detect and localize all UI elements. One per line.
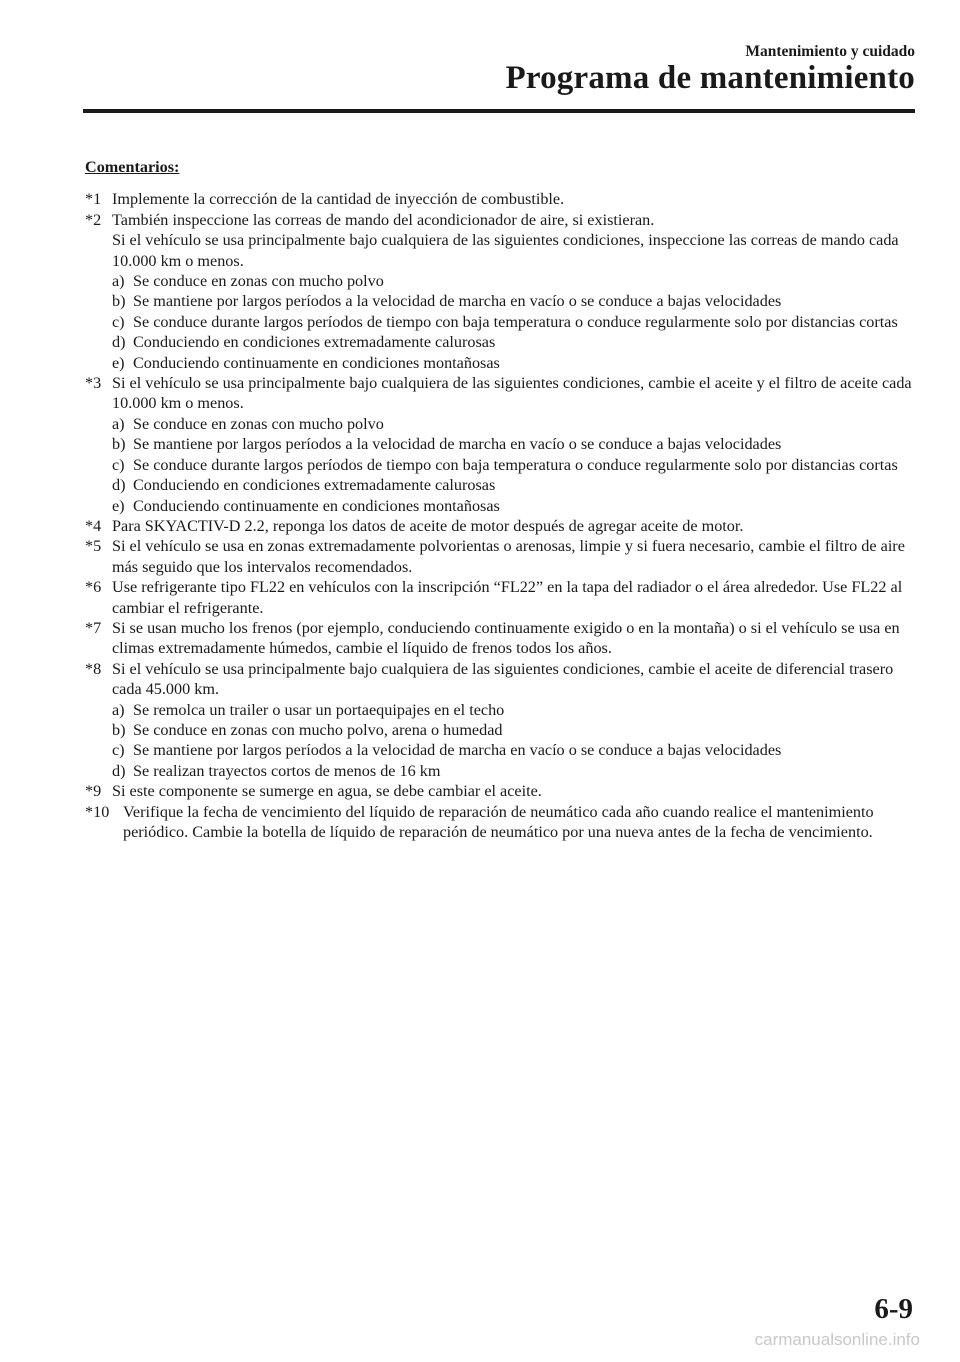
list-item-text: Se mantiene por largos períodos a la velocidad de marcha en vacío o se conduce a bajas velocidades: [133, 292, 782, 311]
list-item-letter: d): [112, 476, 126, 495]
note-number: *1: [85, 190, 102, 209]
watermark: carmanualsonline.info: [754, 1330, 920, 1349]
note-8: [85, 659, 920, 781]
note-number: *2: [85, 210, 102, 229]
list-item-letter: a): [112, 272, 125, 291]
note-text: Si el vehículo se usa principalmente bajo cualquiera de las siguientes condiciones, cambie el aceite y el filtro de aceite cada 10.000 km o menos.: [112, 374, 912, 413]
list-item: [112, 475, 920, 495]
list-item-text: Conduciendo en condiciones extremadamente calurosas: [133, 333, 496, 352]
note-number: *4: [85, 516, 102, 535]
note-3: [85, 373, 920, 516]
comments-heading: Comentarios:: [85, 158, 180, 176]
list-item: [112, 353, 920, 373]
note-text: También inspeccione las correas de mando del acondicionador de aire, si existieran.: [112, 210, 655, 229]
header-rule: [83, 109, 915, 113]
section-label: Mantenimiento y cuidado: [745, 43, 915, 60]
list-item: [112, 720, 920, 740]
list-item-letter: e): [112, 496, 125, 515]
page-title: Programa de mantenimiento: [505, 60, 915, 96]
list-item-text: Conduciendo continuamente en condiciones montañosas: [133, 353, 500, 372]
note-5: [85, 536, 920, 577]
list-item-text: Se conduce en zonas con mucho polvo: [133, 414, 384, 433]
list-item-text: Se conduce en zonas con mucho polvo, arena o humedad: [133, 720, 503, 739]
note-text: Use refrigerante tipo FL22 en vehículos con la inscripción “FL22” en la tapa del radiador o el área alrededor. Use FL22 al cambiar el refrigerante.: [112, 578, 903, 617]
note-2: [85, 210, 920, 373]
note-text: Verifique la fecha de vencimiento del líquido de reparación de neumático cada año cuando realice el mantenimiento periódico. Cambie la botella de líquido de reparación de neumático por una nueva antes de la fecha de vencimiento.: [123, 802, 874, 841]
list-item: [112, 700, 920, 720]
note-number: *7: [85, 618, 102, 637]
list-item-letter: d): [112, 333, 126, 352]
note-text: Si el vehículo se usa principalmente bajo cualquiera de las siguientes condiciones, cambie el aceite de diferencial trasero cada 45.000 km.: [112, 659, 894, 699]
note-number: *5: [85, 537, 102, 556]
note-detail: Si el vehículo se usa principalmente bajo cualquiera de las siguientes condiciones, inspeccione las correas de mando cada 10.000 km o menos.: [112, 231, 899, 270]
note-text: Si este componente se sumerge en agua, se debe cambiar el aceite.: [112, 782, 542, 801]
list-item-letter: a): [112, 414, 125, 433]
list-item-letter: c): [112, 455, 125, 474]
list-item-text: Se conduce durante largos períodos de tiempo con baja temperatura o conduce regularmente solo por distancias cortas: [133, 455, 898, 474]
page-number: 6-9: [874, 1293, 913, 1325]
list-item: [112, 761, 920, 781]
list-item-text: Se conduce en zonas con mucho polvo: [133, 272, 384, 291]
list-item: [112, 740, 920, 760]
note-6: [85, 577, 920, 618]
list-item: [112, 332, 920, 352]
list-item: [112, 414, 920, 434]
list-item: [112, 312, 920, 332]
list-item-text: Se conduce durante largos períodos de tiempo con baja temperatura o conduce regularmente solo por distancias cortas: [133, 312, 898, 331]
note-text: Para SKYACTIV-D 2.2, reponga los datos de aceite de motor después de agregar aceite de motor.: [112, 516, 744, 535]
list-item: [112, 455, 920, 475]
list-item-text: Se remolca un trailer o usar un portaequipajes en el techo: [133, 700, 505, 719]
list-item-letter: d): [112, 761, 126, 780]
note-text: Si se usan mucho los frenos (por ejemplo, conduciendo continuamente exigido o en la montaña) o si el vehículo se usa en climas extremadamente húmedos, cambie el líquido de frenos todos los años.: [112, 618, 900, 658]
list-item: [112, 496, 920, 516]
list-item: [112, 291, 920, 311]
note-1: [85, 189, 920, 209]
list-item-text: Se realizan trayectos cortos de menos de 16 km: [133, 761, 441, 780]
list-item-letter: c): [112, 312, 125, 331]
note-number: *10: [85, 802, 110, 821]
list-item-text: Se mantiene por largos períodos a la velocidad de marcha en vacío o se conduce a bajas velocidades: [133, 435, 782, 454]
list-item-letter: b): [112, 720, 126, 739]
list-item: [112, 271, 920, 291]
list-item-text: Se mantiene por largos períodos a la velocidad de marcha en vacío o se conduce a bajas velocidades: [133, 741, 782, 760]
list-item-letter: a): [112, 700, 125, 719]
note-9: [85, 781, 920, 801]
list-item-text: Conduciendo en condiciones extremadamente calurosas: [133, 476, 496, 495]
list-item-text: Conduciendo continuamente en condiciones montañosas: [133, 496, 500, 515]
note-10: [85, 802, 920, 843]
note-number: *8: [85, 659, 102, 678]
note-4: [85, 516, 920, 536]
note-7: [85, 618, 920, 659]
note-text: Implemente la corrección de la cantidad de inyección de combustible.: [112, 190, 565, 209]
list-item: [112, 434, 920, 454]
list-item-letter: c): [112, 741, 125, 760]
note-text: Si el vehículo se usa en zonas extremadamente polvorientas o arenosas, limpie y si fuera necesario, cambie el filtro de aire más seguido que los intervalos recomendados.: [112, 537, 905, 576]
note-number: *9: [85, 782, 102, 801]
note-number: *6: [85, 578, 102, 597]
comments-section: [85, 157, 920, 842]
list-item-letter: e): [112, 353, 125, 372]
note-number: *3: [85, 374, 102, 393]
list-item-letter: b): [112, 292, 126, 311]
list-item-letter: b): [112, 435, 126, 454]
